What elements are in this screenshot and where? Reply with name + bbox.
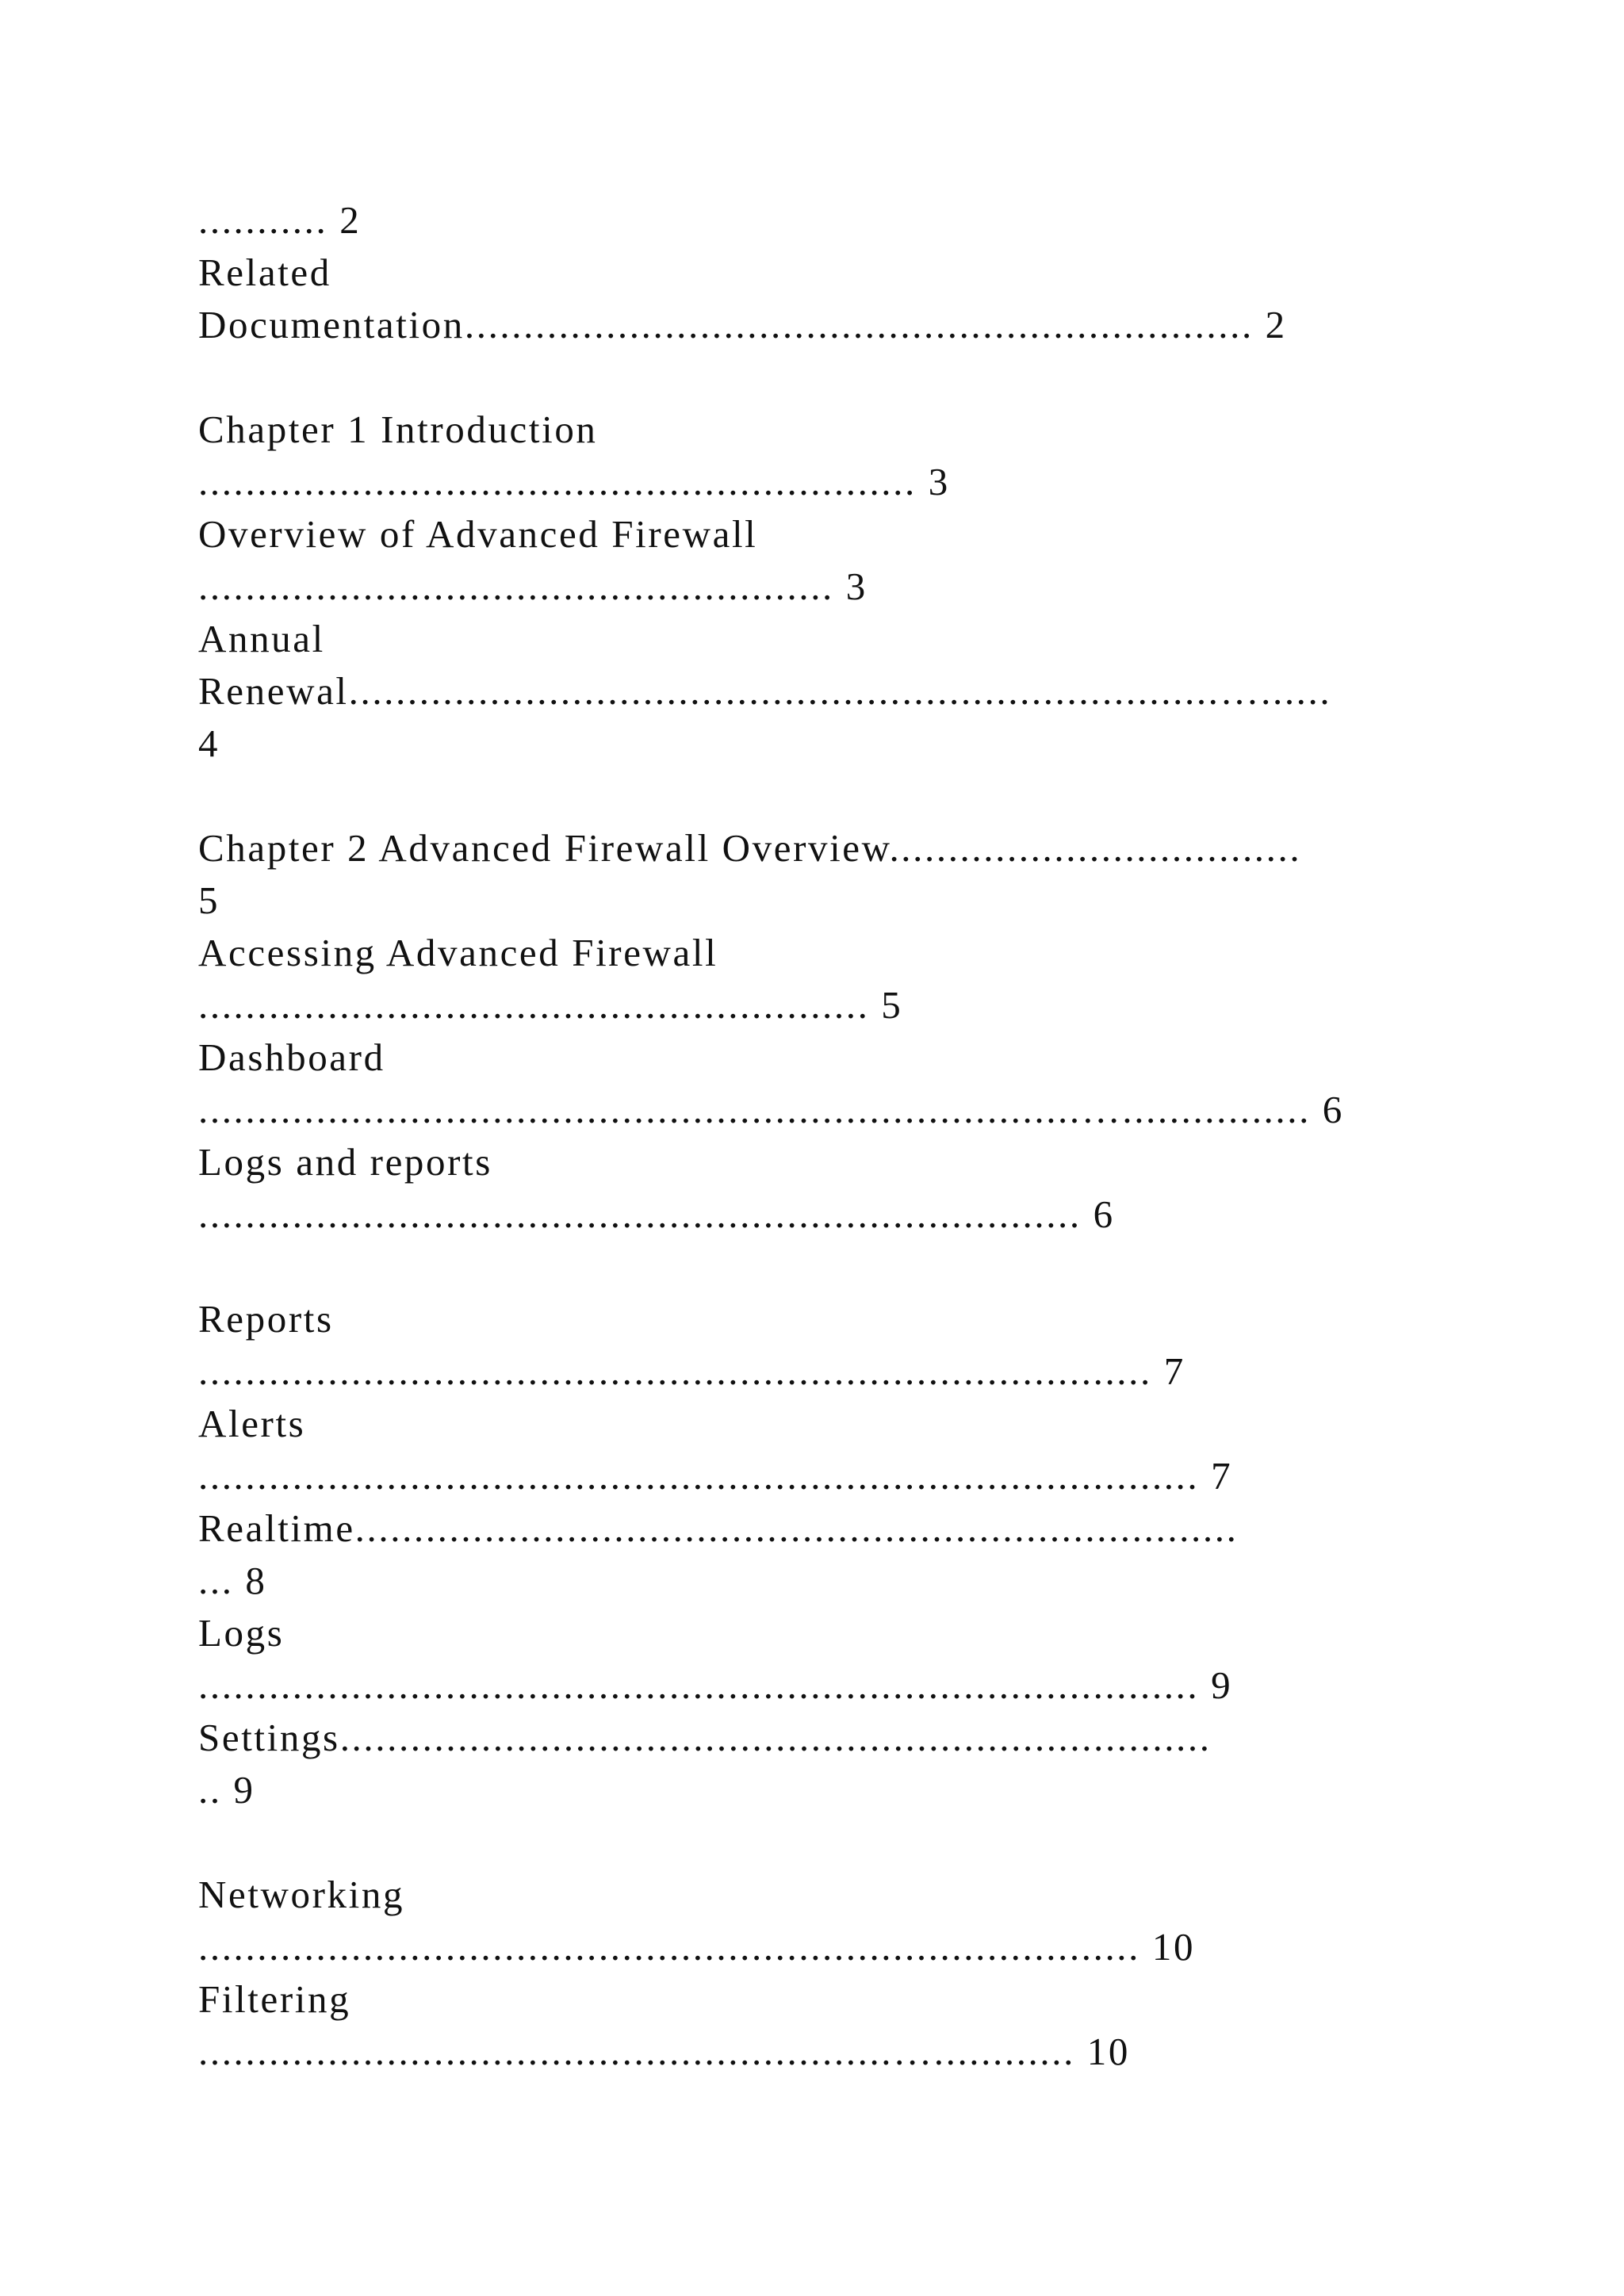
toc-line: ...................................................... 3 [198, 564, 868, 608]
toc-line: Filtering [198, 1977, 351, 2021]
toc-line: Logs [198, 1611, 285, 1655]
toc-spacer [198, 1241, 1499, 1293]
toc-line: ..................................................................................... 7 [198, 1454, 1233, 1498]
toc-chapter-heading: Chapter 2 Advanced Firewall Overview................................... [198, 826, 1302, 870]
toc-line: Dashboard [198, 1035, 385, 1079]
toc-line: .. 9 [198, 1768, 255, 1812]
toc-spacer [198, 351, 1499, 404]
toc-line: Alerts [198, 1402, 306, 1445]
toc-line: ...........................................................................…................ 6 [198, 1088, 1344, 1131]
toc-line: Networking [198, 1873, 405, 1916]
toc-line: ........... 2 [198, 198, 362, 242]
toc-line: Renewal..........................................................................…...... [198, 669, 1332, 713]
toc-line: 5 [198, 878, 220, 922]
toc-line: ...........................................................…............ 10 [198, 2030, 1130, 2073]
toc-line: ................................................................................ 10 [198, 1925, 1196, 1969]
toc-line: ........................................................................... 6 [198, 1192, 1115, 1236]
toc-line: ..................................................................................... 9 [198, 1663, 1233, 1707]
toc-chapter-heading: Chapter 1 Introduction [198, 408, 598, 451]
toc-line: Accessing Advanced Firewall [198, 931, 718, 974]
toc-line: 4 [198, 721, 220, 765]
toc-line: ................................................................................. 7 [198, 1349, 1185, 1393]
toc-line: Logs and reports [198, 1140, 492, 1184]
toc-line: Reports [198, 1297, 334, 1341]
table-of-contents [198, 194, 1499, 2078]
toc-line: ......................................................... 5 [198, 983, 903, 1027]
toc-line: Annual [198, 617, 325, 660]
toc-line: ............................................................. 3 [198, 460, 950, 503]
toc-line: Overview of Advanced Firewall [198, 512, 758, 556]
toc-line: Documentation................................................................... 2 [198, 303, 1287, 346]
toc-spacer [198, 770, 1499, 822]
toc-line: Settings.......................................................................... [198, 1716, 1212, 1759]
toc-spacer [198, 1816, 1499, 1869]
toc-line: Related [198, 251, 331, 294]
toc-line: Realtime........................................................................... [198, 1506, 1239, 1550]
toc-line: ... 8 [198, 1559, 267, 1602]
